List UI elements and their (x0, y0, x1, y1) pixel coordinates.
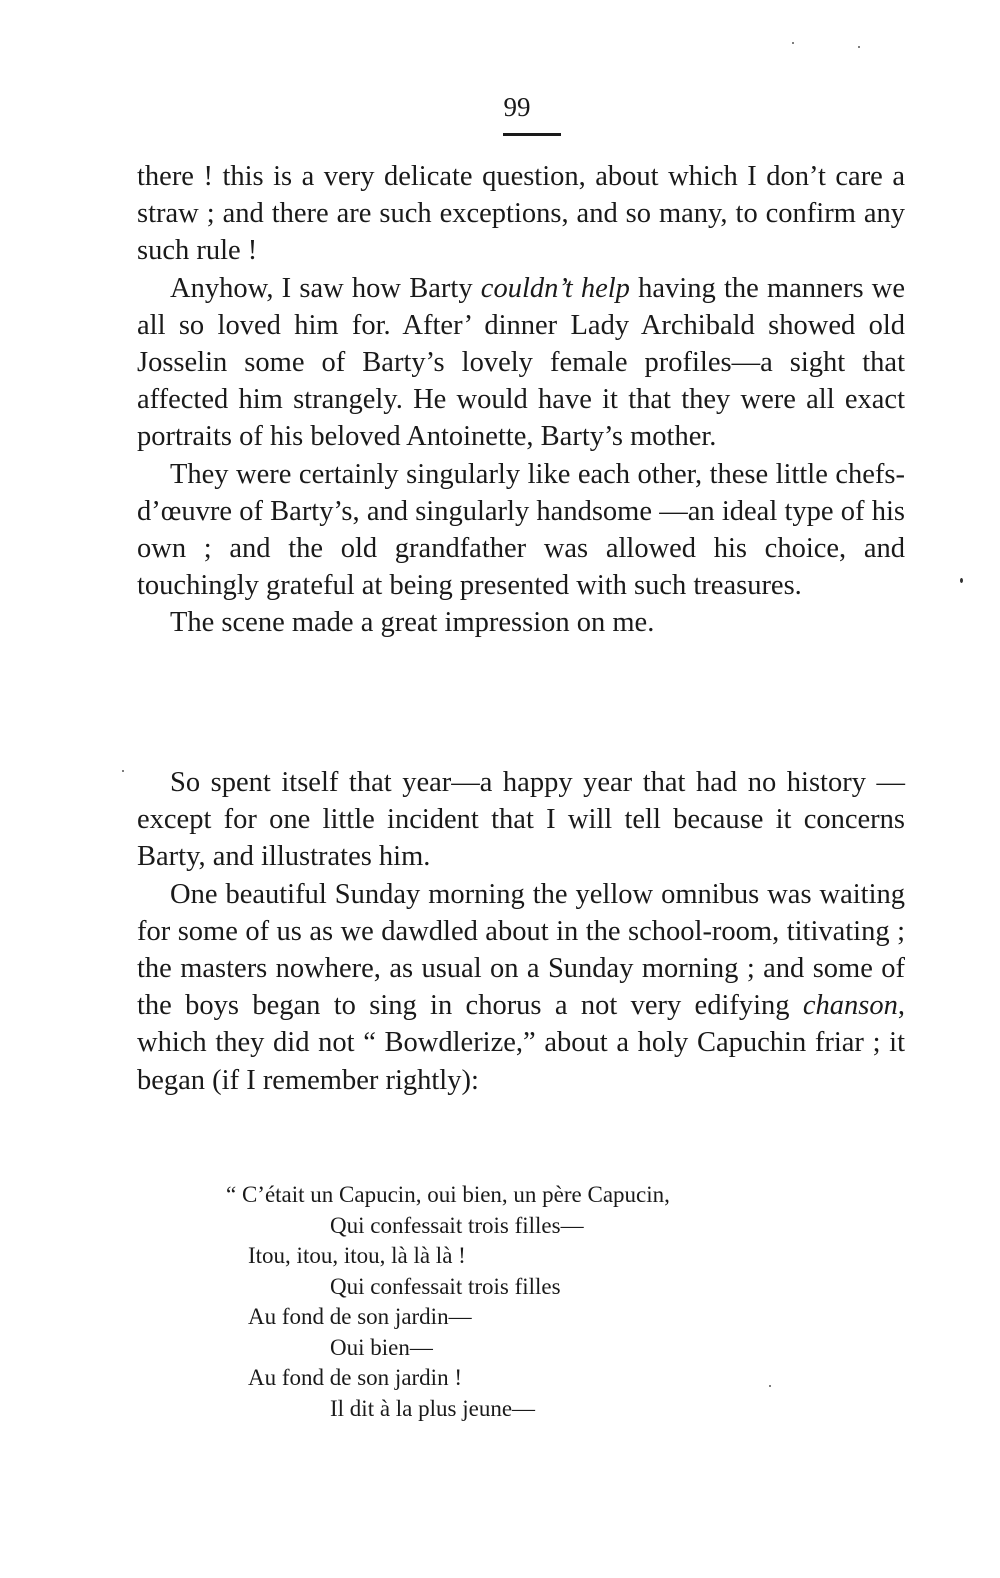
verse-line: “ C’était un Capucin, oui bien, un père Capucin, (226, 1182, 670, 1207)
scan-speck (122, 770, 124, 772)
scan-speck (858, 46, 860, 48)
scan-speck (769, 1385, 771, 1387)
verse-line: Il dit à la plus jeune— (330, 1395, 536, 1421)
verse-quotation (226, 1180, 670, 1424)
scan-speck (792, 42, 794, 44)
verse-line: Au fond de son jardin— (248, 1304, 472, 1329)
paragraph (137, 764, 905, 876)
italic-text: couldn’t help (480, 272, 630, 304)
text-run: Anyhow, I saw how Barty (170, 272, 481, 304)
verse-line: Itou, itou, itou, là là là ! (248, 1243, 466, 1268)
text-run: having the manners we all so loved him for. After’ dinner Lady Archibald showed old Josselin some of Barty’s lovely female profiles—a sight that affected him strangely. He would have it that they were all exact portraits of his beloved Antoinette, Barty’s mother. (137, 272, 906, 453)
paragraph (137, 158, 905, 270)
text-run: So spent itself that year—a happy year that had no history — except for one little incident that I will tell because it concerns Barty, and illustrates him. (137, 767, 905, 873)
paragraph (137, 604, 905, 641)
scan-speck (960, 578, 963, 583)
text-block-1 (137, 158, 905, 642)
verse-line: Qui confessait trois filles (330, 1273, 561, 1299)
page-number: 99 (503, 92, 531, 122)
paragraph (137, 270, 905, 456)
text-run: there ! this is a very delicate question, about which I don’t care a straw ; and there are such exceptions, and so many, to confirm any such rule ! (137, 161, 905, 267)
verse-line: Qui confessait trois filles— (330, 1212, 584, 1238)
text-block-2 (137, 764, 905, 1099)
text-run: They were certainly singularly like each other, these little chefs-d’œuvre of Barty’s, and singularly handsome —an ideal type of his own ; and the old grandfather was allowed his choice, and touchingly grateful at being presented with such treasures. (137, 458, 905, 602)
paragraph (137, 876, 905, 1099)
page-number-rule (503, 133, 561, 136)
verse-line: Oui bien— (330, 1334, 433, 1360)
text-run: The scene made a great impression on me. (170, 607, 655, 639)
italic-text: chanson (802, 990, 898, 1022)
text-run: One beautiful Sunday morning the yellow omnibus was waiting for some of us as we dawdled about in the school-room, titivating ; the masters nowhere, as usual on a Sunday morning ; and some of the boys began to sing in chorus a not very edifying (137, 878, 905, 1022)
text-run: , which they did not “ Bowdlerize,” about a holy Capuchin friar ; it began (if I remember rightly): (137, 990, 905, 1096)
paragraph (137, 456, 905, 605)
verse-line: Au fond de son jardin ! (248, 1365, 462, 1390)
